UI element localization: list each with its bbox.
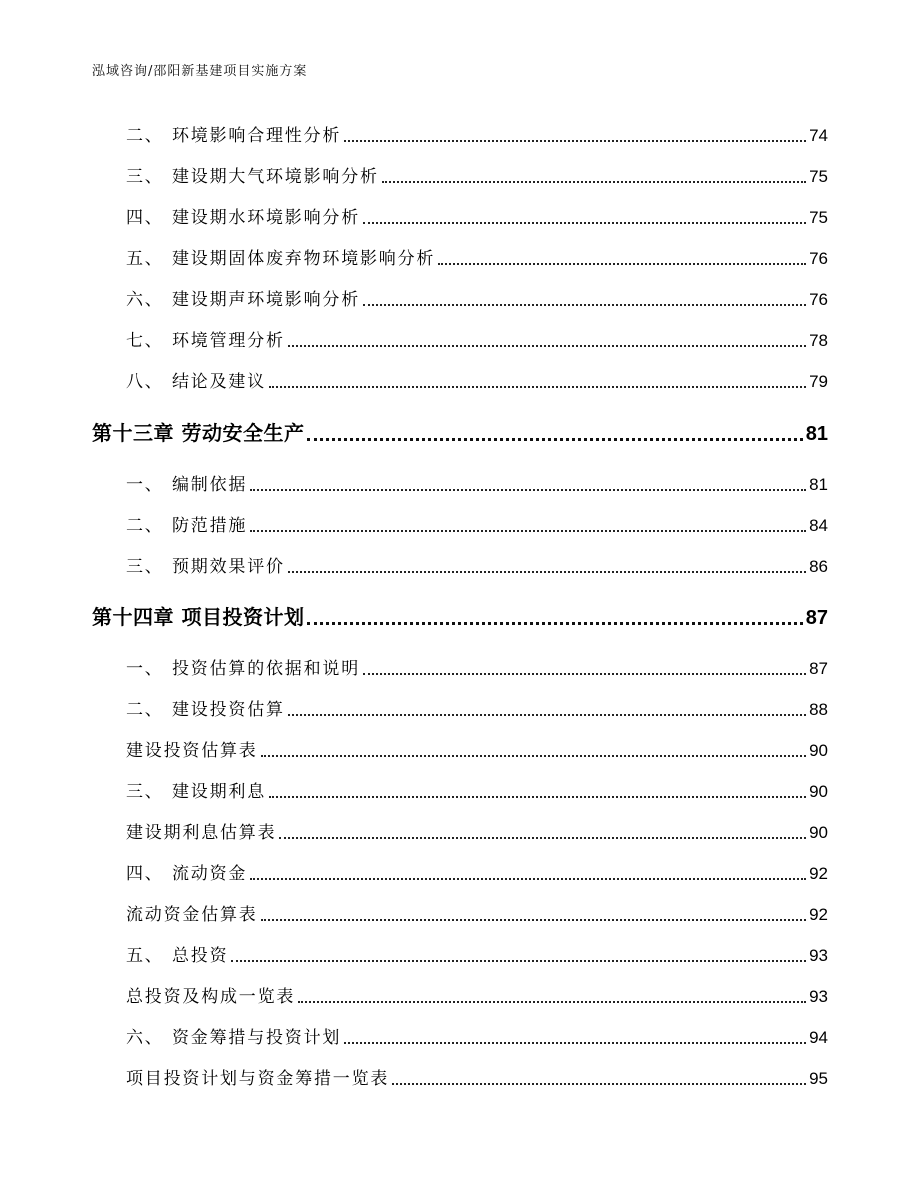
toc-page-number: 84 (809, 516, 828, 535)
toc-entry[interactable] (126, 327, 828, 351)
toc-entry[interactable] (126, 942, 828, 966)
toc-entry-number: 三、 (126, 782, 164, 802)
toc-dot-leader (269, 385, 806, 388)
toc-entry[interactable] (126, 204, 828, 228)
toc-entry[interactable] (126, 471, 828, 495)
toc-page-number: 86 (809, 557, 828, 576)
toc-entry-title: 资金筹措与投资计划 (172, 1028, 342, 1048)
toc-entry-title: 结论及建议 (172, 372, 266, 392)
toc-entry-number: 三、 (126, 557, 164, 577)
toc-entry-number: 四、 (126, 208, 164, 228)
toc-page-number: 88 (809, 700, 828, 719)
toc-dot-leader (438, 262, 806, 265)
toc-dot-leader (288, 344, 806, 347)
toc-entry-number: 二、 (126, 700, 164, 720)
toc-dot-leader (288, 713, 806, 716)
toc-entry[interactable] (126, 1065, 828, 1089)
toc-entry-title: 项目投资计划与资金筹措一览表 (126, 1069, 390, 1089)
toc-chapter-entry[interactable] (92, 418, 828, 446)
toc-entry[interactable] (126, 983, 828, 1007)
page-header: 泓域咨询/邵阳新基建项目实施方案 (92, 64, 308, 79)
toc-dot-leader (307, 621, 802, 625)
toc-entry[interactable] (126, 901, 828, 925)
toc-page-number: 75 (809, 208, 828, 227)
toc-entry[interactable] (126, 655, 828, 679)
toc-entry-title: 总投资 (172, 946, 229, 966)
toc-chapter-entry[interactable] (92, 602, 828, 630)
toc-dot-leader (288, 570, 806, 573)
toc-entry[interactable] (126, 286, 828, 310)
toc-entry-title: 建设投资估算 (172, 700, 285, 720)
toc-page-number: 79 (809, 372, 828, 391)
toc-entry-title: 建设期大气环境影响分析 (172, 167, 379, 187)
toc-dot-leader (363, 221, 806, 224)
toc-entry-number: 一、 (126, 475, 164, 495)
toc-entry-number: 六、 (126, 1028, 164, 1048)
toc-page-number: 87 (809, 659, 828, 678)
toc-entry-number: 五、 (126, 946, 164, 966)
toc-entry-number: 二、 (126, 516, 164, 536)
toc-entry-title: 总投资及构成一览表 (126, 987, 296, 1007)
toc-page-number: 93 (809, 987, 828, 1006)
toc-entry[interactable] (126, 512, 828, 536)
toc-dot-leader (261, 918, 806, 921)
toc-dot-leader (250, 877, 806, 880)
toc-entry-title: 建设期利息估算表 (126, 823, 277, 843)
toc-entry-number: 四、 (126, 864, 164, 884)
toc-entry-number: 六、 (126, 290, 164, 310)
toc-dot-leader (261, 754, 806, 757)
toc-dot-leader (307, 437, 802, 441)
toc-dot-leader (250, 529, 806, 532)
toc-page-number: 81 (809, 475, 828, 494)
toc-entry-title: 防范措施 (172, 516, 248, 536)
toc-entry-title: 建设投资估算表 (126, 741, 258, 761)
toc-entry-title: 流动资金 (172, 864, 248, 884)
toc-entry-title: 投资估算的依据和说明 (172, 659, 360, 679)
toc-entry-title: 建设期声环境影响分析 (172, 290, 360, 310)
toc-dot-leader (298, 1000, 806, 1003)
toc-dot-leader (250, 488, 806, 491)
toc-entry-title: 编制依据 (172, 475, 248, 495)
toc-entry-number: 三、 (126, 167, 164, 187)
toc-chapter-title: 第十三章 劳动安全生产 (92, 421, 305, 445)
toc-dot-leader (382, 180, 806, 183)
toc-dot-leader (363, 303, 806, 306)
toc-entry[interactable] (126, 368, 828, 392)
toc-entry[interactable] (126, 860, 828, 884)
toc-entry[interactable] (126, 778, 828, 802)
toc-entry[interactable] (126, 163, 828, 187)
toc-page-number: 90 (809, 782, 828, 801)
toc-entry[interactable] (126, 819, 828, 843)
toc-page-number: 76 (809, 290, 828, 309)
toc-entry[interactable] (126, 553, 828, 577)
toc-page-number: 92 (809, 864, 828, 883)
toc-entry[interactable] (126, 1024, 828, 1048)
toc-entry[interactable] (126, 122, 828, 146)
toc-page-number: 78 (809, 331, 828, 350)
toc-entry-title: 建设期水环境影响分析 (172, 208, 360, 228)
toc-entry-number: 一、 (126, 659, 164, 679)
toc-entry-number: 八、 (126, 372, 164, 392)
toc-chapter-title: 第十四章 项目投资计划 (92, 605, 305, 629)
toc-dot-leader (231, 959, 806, 962)
toc-page-number: 76 (809, 249, 828, 268)
toc-dot-leader (363, 672, 806, 675)
toc-entry-title: 流动资金估算表 (126, 905, 258, 925)
toc-entry-title: 预期效果评价 (172, 557, 285, 577)
toc-entry-number: 二、 (126, 126, 164, 146)
toc-dot-leader (279, 836, 806, 839)
toc-page-number: 92 (809, 905, 828, 924)
toc-dot-leader (392, 1082, 806, 1085)
toc-dot-leader (269, 795, 806, 798)
toc-page-number: 75 (809, 167, 828, 186)
toc-entry-title: 环境影响合理性分析 (172, 126, 342, 146)
toc-dot-leader (344, 139, 806, 142)
toc-page-number: 87 (805, 607, 828, 629)
toc-page-number: 90 (809, 823, 828, 842)
toc-page-number: 95 (809, 1069, 828, 1088)
toc-entry[interactable] (126, 245, 828, 269)
toc-page-number: 74 (809, 126, 828, 145)
toc-page-number: 94 (809, 1028, 828, 1047)
toc-page-number: 93 (809, 946, 828, 965)
toc-entry[interactable] (126, 696, 828, 720)
toc-dot-leader (344, 1041, 806, 1044)
toc-entry-title: 建设期固体废弃物环境影响分析 (172, 249, 436, 269)
toc-entry-number: 七、 (126, 331, 164, 351)
toc-page-number: 90 (809, 741, 828, 760)
toc-page-number: 81 (805, 423, 828, 445)
toc-entry-title: 环境管理分析 (172, 331, 285, 351)
toc-entry-title: 建设期利息 (172, 782, 266, 802)
toc-entry[interactable] (126, 737, 828, 761)
toc-entry-number: 五、 (126, 249, 164, 269)
